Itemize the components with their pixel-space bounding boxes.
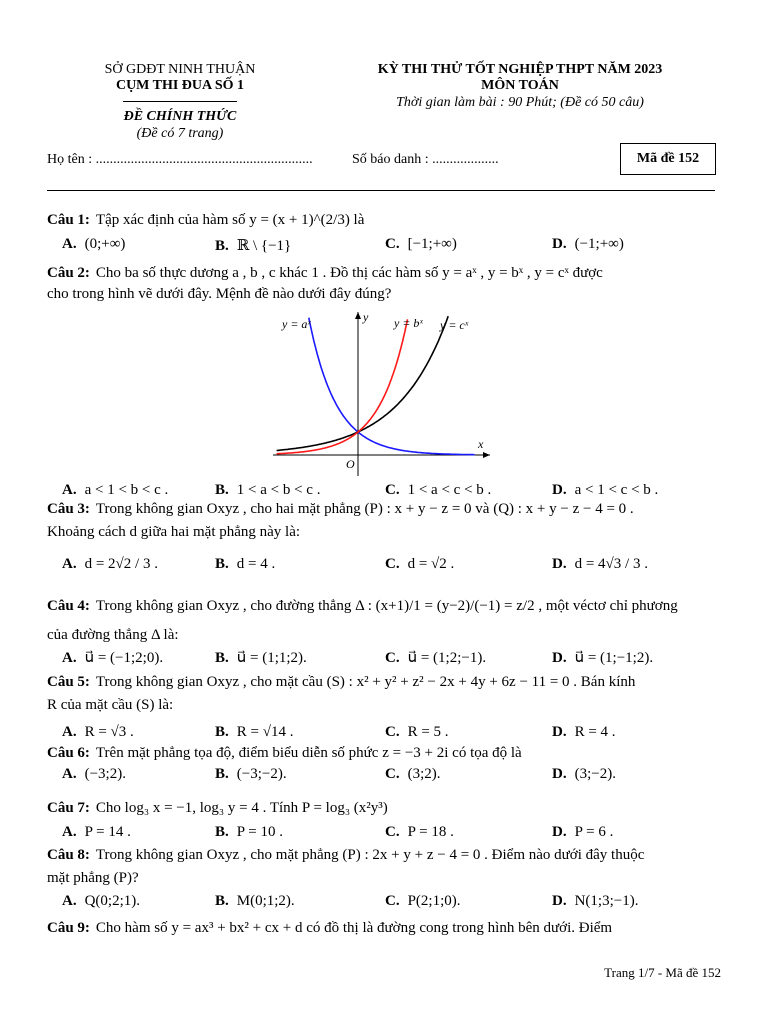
option-letter: C. — [385, 236, 400, 252]
cluster-name: CỤM THI ĐUA SỐ 1 — [115, 78, 245, 93]
option-c[interactable] — [385, 766, 441, 783]
option-letter: D. — [552, 482, 567, 498]
question-7 — [47, 800, 388, 817]
subject: MÔN TOÁN — [481, 78, 559, 93]
option-a[interactable] — [62, 766, 126, 783]
option-value: (3;2). — [407, 766, 441, 782]
option-value: P = 14 . — [84, 824, 131, 840]
question-5 — [47, 674, 635, 691]
option-letter: B. — [215, 650, 229, 666]
option-d[interactable] — [552, 556, 648, 573]
option-value: d = √2 . — [407, 556, 455, 572]
page-count: (Đề có 7 trang) — [136, 126, 224, 141]
exam-code: Mã đề 152 — [636, 151, 700, 166]
option-value: R = 4 . — [574, 724, 616, 740]
option-letter: C. — [385, 650, 400, 666]
option-value: (0;+∞) — [84, 236, 126, 252]
option-a[interactable] — [62, 893, 140, 910]
question-text-continued: mặt phẳng (P)? — [47, 870, 139, 886]
question-text-continued: cho trong hình vẽ dưới đây. Mệnh đề nào dưới đây đúng? — [47, 286, 392, 302]
option-c[interactable] — [385, 724, 449, 741]
option-a[interactable] — [62, 556, 158, 573]
option-b[interactable] — [215, 893, 295, 910]
option-d[interactable] — [552, 893, 638, 910]
official-label: ĐỀ CHÍNH THỨC — [123, 109, 237, 124]
option-value: u⃗ = (1;−1;2). — [574, 650, 654, 666]
option-letter: C. — [385, 893, 400, 909]
option-letter: C. — [385, 824, 400, 840]
question-label: Câu 4: — [47, 598, 90, 614]
option-b[interactable] — [215, 556, 275, 573]
option-letter: B. — [215, 482, 229, 498]
option-letter: D. — [552, 766, 567, 782]
question-text: Trong không gian Oxyz , cho mặt cầu (S) : x² + y² + z² − 2x + 4y + 6z − 11 = 0 . Bán kính — [95, 674, 636, 690]
question-text: Tập xác định của hàm số y = (x + 1)^(2/3) là — [95, 212, 365, 228]
axis-y-label: y — [363, 310, 369, 324]
option-a[interactable] — [62, 724, 134, 741]
option-letter: D. — [552, 236, 567, 252]
option-c[interactable] — [385, 236, 457, 253]
exam-title: KỲ THI THỬ TỐT NGHIỆP THPT NĂM 2023 — [377, 62, 663, 77]
option-value: P(2;1;0). — [407, 893, 461, 909]
option-c[interactable] — [385, 893, 461, 910]
question-label: Câu 5: — [47, 674, 90, 690]
option-b[interactable] — [215, 482, 320, 499]
curve-c — [277, 316, 449, 450]
question-text: Trong không gian Oxyz , cho hai mặt phẳng (P) : x + y − z = 0 và (Q) : x + y − z − 4 = 0 . — [95, 501, 634, 517]
option-value: (−3;2). — [84, 766, 126, 782]
school-name: SỞ GDĐT NINH THUẬN — [104, 62, 256, 77]
option-d[interactable] — [552, 724, 616, 741]
option-letter: B. — [215, 556, 229, 572]
question-9 — [47, 920, 612, 937]
question-text: Cho log₃ x = −1, log₃ y = 4 . Tính P = log₃ (x²y³) — [95, 800, 388, 816]
question-1 — [47, 212, 364, 229]
option-b[interactable] — [215, 724, 293, 741]
option-letter: C. — [385, 482, 400, 498]
question-label: Câu 9: — [47, 920, 90, 936]
option-letter: D. — [552, 650, 567, 666]
option-d[interactable] — [552, 824, 613, 841]
question-label: Câu 8: — [47, 847, 90, 863]
option-c[interactable] — [385, 482, 491, 499]
option-value: (−1;+∞) — [574, 236, 624, 252]
option-letter: B. — [215, 724, 229, 740]
option-letter: A. — [62, 724, 77, 740]
option-value: P = 6 . — [574, 824, 614, 840]
option-letter: D. — [552, 556, 567, 572]
option-value: [−1;+∞) — [407, 236, 457, 252]
curve-b — [277, 319, 408, 454]
option-value: ℝ \ {−1} — [236, 238, 292, 254]
option-a[interactable] — [62, 824, 131, 841]
option-a[interactable] — [62, 648, 163, 667]
option-value: d = 2√2 / 3 . — [84, 556, 158, 572]
option-d[interactable] — [552, 236, 624, 253]
option-value: R = √3 . — [84, 724, 134, 740]
question-text: Trong không gian Oxyz , cho đường thẳng Δ : (x+1)/1 = (y−2)/(−1) = z/2 , một véctơ chỉ phương — [95, 598, 678, 614]
page-footer: Trang 1/7 - Mã đề 152 — [604, 965, 721, 980]
label-c: y = cˣ — [440, 318, 469, 332]
question-6 — [47, 745, 522, 762]
question-text: Trong không gian Oxyz , cho mặt phẳng (P) : 2x + y + z − 4 = 0 . Điểm nào dưới đây thuộc — [95, 847, 645, 863]
option-b[interactable] — [215, 766, 287, 783]
option-value: P = 10 . — [236, 824, 284, 840]
question-text-continued: của đường thẳng Δ là: — [47, 627, 179, 643]
exam-time: Thời gian làm bài : 90 Phút; (Đề có 50 câu) — [396, 95, 644, 110]
option-value: 1 < a < b < c . — [236, 482, 321, 498]
option-a[interactable] — [62, 482, 168, 499]
exponential-graph — [270, 308, 500, 478]
option-value: d = 4√3 / 3 . — [574, 556, 648, 572]
name-field[interactable]: Họ tên : .............................................................. — [47, 152, 313, 167]
question-text-continued: Khoảng cách d giữa hai mặt phẳng này là: — [47, 524, 301, 540]
option-letter: D. — [552, 893, 567, 909]
option-d[interactable] — [552, 482, 658, 499]
option-letter: A. — [62, 236, 77, 252]
option-letter: B. — [215, 893, 229, 909]
option-value: a < 1 < b < c . — [84, 482, 169, 498]
question-3 — [47, 501, 634, 518]
question-label: Câu 7: — [47, 800, 90, 816]
question-2 — [47, 265, 603, 282]
question-text: Cho ba số thực dương a , b , c khác 1 . Đồ thị các hàm số y = aˣ , y = bˣ , y = cˣ được — [95, 265, 603, 281]
header-divider — [123, 101, 237, 102]
option-letter: B. — [215, 766, 229, 782]
option-letter: C. — [385, 724, 400, 740]
option-value: d = 4 . — [236, 556, 276, 572]
option-value: 1 < a < c < b . — [407, 482, 492, 498]
option-value: u⃗ = (1;2;−1). — [407, 650, 487, 666]
header-rule — [47, 190, 715, 191]
question-8 — [47, 847, 644, 864]
question-text-continued: R của mặt cầu (S) là: — [47, 697, 174, 713]
option-letter: B. — [215, 824, 229, 840]
option-letter: A. — [62, 556, 77, 572]
option-letter: C. — [385, 766, 400, 782]
option-value: (−3;−2). — [236, 766, 287, 782]
option-c[interactable] — [385, 648, 486, 667]
option-value: u⃗ = (−1;2;0). — [84, 650, 164, 666]
axis-x-label: x — [478, 437, 484, 451]
exam-code-box — [620, 143, 716, 175]
option-value: Q(0;2;1). — [84, 893, 141, 909]
option-letter: A. — [62, 893, 77, 909]
option-letter: A. — [62, 766, 77, 782]
option-letter: B. — [215, 238, 229, 254]
option-value: R = 5 . — [407, 724, 449, 740]
option-value: M(0;1;2). — [236, 893, 295, 909]
curve-a — [309, 318, 475, 455]
origin-label: O — [346, 457, 355, 471]
option-b[interactable] — [215, 236, 291, 255]
question-label: Câu 6: — [47, 745, 90, 761]
question-text: Trên mặt phẳng tọa độ, điểm biểu diễn số phức z = −3 + 2i có tọa độ là — [95, 745, 522, 761]
option-letter: D. — [552, 824, 567, 840]
option-b[interactable] — [215, 824, 283, 841]
option-letter: A. — [62, 650, 77, 666]
question-4 — [47, 598, 678, 615]
option-value: a < 1 < c < b . — [574, 482, 659, 498]
question-label: Câu 1: — [47, 212, 90, 228]
option-a[interactable] — [62, 236, 125, 253]
option-value: u⃗ = (1;1;2). — [236, 650, 307, 666]
option-letter: C. — [385, 556, 400, 572]
label-b: y = bˣ — [394, 316, 423, 330]
option-value: R = √14 . — [236, 724, 294, 740]
option-value: N(1;3;−1). — [574, 893, 639, 909]
option-c[interactable] — [385, 824, 454, 841]
option-b[interactable] — [215, 648, 307, 667]
question-text: Cho hàm số y = ax³ + bx² + cx + d có đồ thị là đường cong trong hình bên dưới. Điểm — [95, 920, 613, 936]
option-value: (3;−2). — [574, 766, 616, 782]
option-letter: A. — [62, 482, 77, 498]
label-a: y = aˣ — [282, 317, 311, 331]
question-label: Câu 2: — [47, 265, 90, 281]
option-d[interactable] — [552, 648, 653, 667]
option-letter: D. — [552, 724, 567, 740]
option-value: P = 18 . — [407, 824, 454, 840]
sbd-field[interactable]: Số báo danh : ................... — [352, 152, 499, 167]
question-label: Câu 3: — [47, 501, 90, 517]
option-c[interactable] — [385, 556, 454, 573]
option-letter: A. — [62, 824, 77, 840]
option-d[interactable] — [552, 766, 616, 783]
